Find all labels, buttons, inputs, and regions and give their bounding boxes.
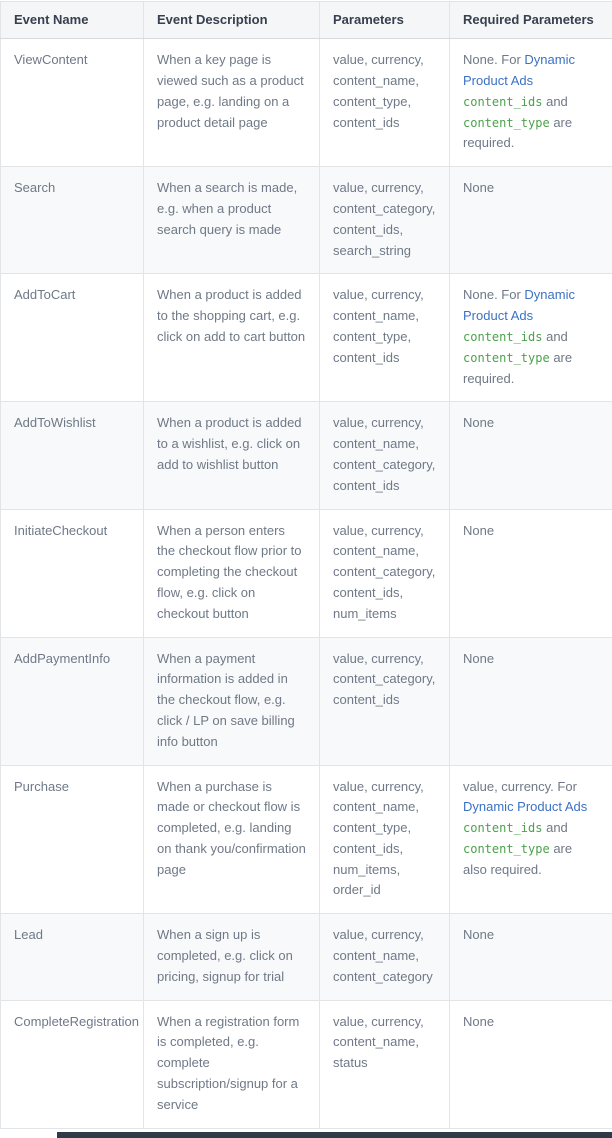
required-text: are also required. bbox=[463, 841, 572, 877]
required-parameters-cell bbox=[450, 1000, 612, 1128]
event-description-cell: When a product is added to the shopping cart, e.g. click on add to cart button bbox=[144, 274, 320, 402]
column-header-parameters: Parameters bbox=[320, 2, 450, 39]
required-text: and bbox=[542, 820, 567, 835]
event-name-cell: ViewContent bbox=[1, 39, 144, 167]
required-parameters-cell bbox=[450, 914, 612, 1000]
required-text: None bbox=[463, 1014, 494, 1029]
event-name-cell: AddPaymentInfo bbox=[1, 637, 144, 765]
event-description-cell: When a search is made, e.g. when a product search query is made bbox=[144, 167, 320, 274]
required-text: None bbox=[463, 651, 494, 666]
event-name-cell: InitiateCheckout bbox=[1, 509, 144, 637]
header-row bbox=[1, 2, 612, 39]
parameter-code: content_ids bbox=[463, 821, 542, 835]
required-text: and bbox=[542, 94, 567, 109]
table-row bbox=[1, 509, 612, 637]
event-description-cell: When a payment information is added in the checkout flow, e.g. click / LP on save billing info button bbox=[144, 637, 320, 765]
event-name-cell: Search bbox=[1, 167, 144, 274]
required-parameters-cell bbox=[450, 402, 612, 509]
parameter-code: content_type bbox=[463, 351, 550, 365]
table-row bbox=[1, 167, 612, 274]
event-description-cell: When a sign up is completed, e.g. click on pricing, signup for trial bbox=[144, 914, 320, 1000]
parameters-cell: value, currency, content_name, content_type, content_ids bbox=[320, 274, 450, 402]
required-parameters-cell bbox=[450, 39, 612, 167]
required-parameters-cell bbox=[450, 274, 612, 402]
column-header-event-description: Event Description bbox=[144, 2, 320, 39]
required-parameters-cell bbox=[450, 637, 612, 765]
column-header-required-parameters: Required Parameters bbox=[450, 2, 612, 39]
event-description-cell: When a person enters the checkout flow prior to completing the checkout flow, e.g. click on checkout button bbox=[144, 509, 320, 637]
table-row bbox=[1, 39, 612, 167]
table-row bbox=[1, 637, 612, 765]
parameters-cell: value, currency, content_name, status bbox=[320, 1000, 450, 1128]
parameters-cell: value, currency, content_category, content_ids bbox=[320, 637, 450, 765]
parameter-code: content_ids bbox=[463, 95, 542, 109]
required-parameters-cell bbox=[450, 509, 612, 637]
required-text: value, currency. For bbox=[463, 779, 577, 794]
standard-events-table bbox=[0, 1, 612, 1129]
parameter-code: content_ids bbox=[463, 330, 542, 344]
dynamic-product-ads-link[interactable]: Dynamic Product Ads bbox=[463, 799, 587, 814]
required-text: None bbox=[463, 415, 494, 430]
required-parameters-cell bbox=[450, 765, 612, 914]
table-row bbox=[1, 402, 612, 509]
required-text: are required. bbox=[463, 350, 572, 386]
column-header-event-name: Event Name bbox=[1, 2, 144, 39]
event-name-cell: CompleteRegistration bbox=[1, 1000, 144, 1128]
event-name-cell: AddToCart bbox=[1, 274, 144, 402]
event-description-cell: When a key page is viewed such as a product page, e.g. landing on a product detail page bbox=[144, 39, 320, 167]
parameter-code: content_type bbox=[463, 116, 550, 130]
required-text: None bbox=[463, 180, 494, 195]
required-text: None. For bbox=[463, 287, 524, 302]
required-text: None bbox=[463, 523, 494, 538]
required-text: None bbox=[463, 927, 494, 942]
required-text: and bbox=[542, 329, 567, 344]
event-description-cell: When a registration form is completed, e.g. complete subscription/signup for a service bbox=[144, 1000, 320, 1128]
required-text: None. For bbox=[463, 52, 524, 67]
required-parameters-cell bbox=[450, 167, 612, 274]
table-header bbox=[1, 2, 612, 39]
partial-element-below bbox=[57, 1132, 612, 1138]
table-row bbox=[1, 914, 612, 1000]
table-row bbox=[1, 1000, 612, 1128]
parameters-cell: value, currency, content_name, content_type, content_ids bbox=[320, 39, 450, 167]
event-description-cell: When a purchase is made or checkout flow is completed, e.g. landing on thank you/confirmation page bbox=[144, 765, 320, 914]
event-description-cell: When a product is added to a wishlist, e.g. click on add to wishlist button bbox=[144, 402, 320, 509]
table-row bbox=[1, 765, 612, 914]
parameter-code: content_type bbox=[463, 842, 550, 856]
parameters-cell: value, currency, content_category, content_ids, search_string bbox=[320, 167, 450, 274]
parameters-cell: value, currency, content_name, content_type, content_ids, num_items, order_id bbox=[320, 765, 450, 914]
table-row bbox=[1, 274, 612, 402]
parameters-cell: value, currency, content_name, content_category, content_ids, num_items bbox=[320, 509, 450, 637]
parameters-cell: value, currency, content_name, content_category, content_ids bbox=[320, 402, 450, 509]
event-name-cell: Purchase bbox=[1, 765, 144, 914]
dynamic-product-ads-link[interactable]: Dynamic Product Ads bbox=[463, 52, 575, 88]
event-name-cell: AddToWishlist bbox=[1, 402, 144, 509]
event-name-cell: Lead bbox=[1, 914, 144, 1000]
parameters-cell: value, currency, content_name, content_category bbox=[320, 914, 450, 1000]
table-body bbox=[1, 39, 612, 1128]
dynamic-product-ads-link[interactable]: Dynamic Product Ads bbox=[463, 287, 575, 323]
required-text: are required. bbox=[463, 115, 572, 151]
